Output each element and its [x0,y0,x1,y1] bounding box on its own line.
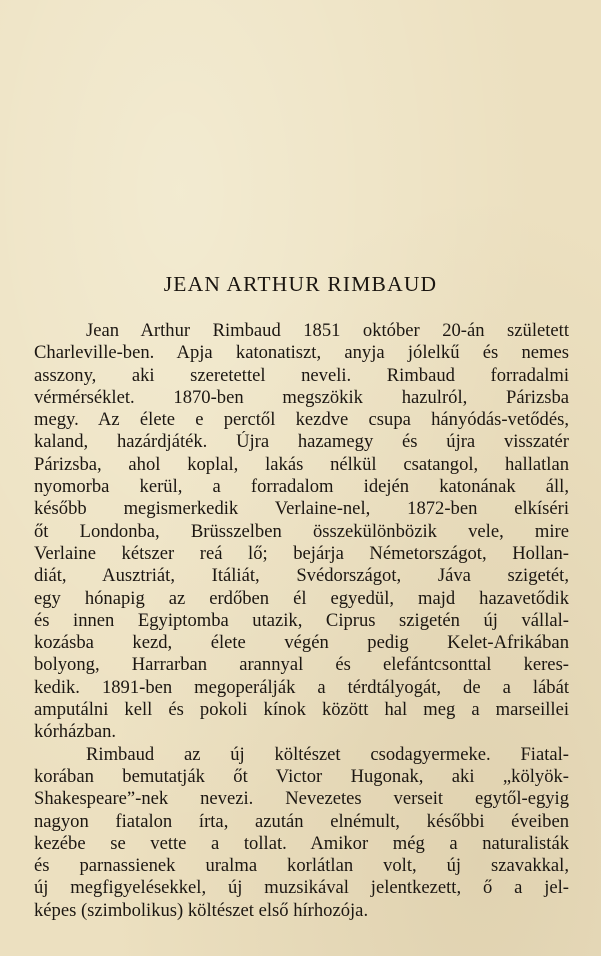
text-line: korában bemutatják őt Victor Hugonak, aki „kölyök- [34,765,569,787]
text-line: Rimbaud az új költészet csodagyermeke. Fiatal- [86,743,569,765]
text-line: kaland, hazárdjáték. Újra hazamegy és újra visszatér [34,431,569,453]
text-line: nyomorba kerül, a forradalom idején katonának áll, [34,476,569,498]
text-line: bolyong, Harrarban arannyal és elefántcsonttal keres- [34,654,569,676]
text-line: Jean Arthur Rimbaud 1851 október 20-án született [86,320,569,341]
text-line: vérmérséklet. 1870-ben megszökik hazulról, Párizsba [34,386,569,408]
text-line: és innen Egyiptomba utazik, Ciprus szigetén új vállal- [34,609,569,631]
text-line: kezébe se vette a tollat. Amikor még a naturalisták [34,832,569,854]
text-line: Párizsba, ahol koplal, lakás nélkül csatangol, hallatlan [34,453,569,475]
text-line: egy hónapig az erdőben él egyedül, majd hazavetődik [34,587,569,609]
text-line: kozásba kezd, élete végén pedig Kelet-Afrikában [34,632,569,654]
text-line: kórházban. [34,721,117,743]
text-line: nagyon fiatalon írta, azután elnémult, későbbi éveiben [34,810,569,832]
text-line: új megfigyelésekkel, új muzsikával jelentkezett, ő a jel- [34,877,569,899]
text-line: képes (szimbolikus) költészet első hírhozója. [34,899,369,921]
text-line: kedik. 1891-ben megoperálják a térdtályogát, de a lábát [34,676,569,698]
text-line: diát, Ausztriát, Itáliát, Svédországot, Jáva szigetét, [34,565,569,587]
paragraph-2 [34,744,569,922]
text-line: amputálni kell és pokoli kínok között hal meg a marseillei [34,699,569,721]
text-line: Verlaine kétszer reá lő; bejárja Németországot, Hollan- [34,542,569,564]
body-text [34,320,569,922]
paragraph-1 [34,320,569,744]
text-line: őt Londonba, Brüsszelben összekülönbözik vele, mire [34,520,569,542]
text-line: megy. Az élete e perctől kezdve csupa hányódás-vetődés, [34,409,569,431]
text-line: Charleville-ben. Apja katonatiszt, anyja jólelkű és nemes [34,342,569,364]
text-line: Shakespeare”-nek nevezi. Nevezetes verseit egytől-egyig [34,788,569,810]
chapter-title: JEAN ARTHUR RIMBAUD [163,272,438,296]
text-line: és parnassienek uralma korlátlan volt, új szavakkal, [34,855,569,877]
text-line: asszony, aki szeretettel neveli. Rimbaud forradalmi [34,364,569,386]
text-line: később megismerkedik Verlaine-nel, 1872-ben elkíséri [34,498,569,520]
